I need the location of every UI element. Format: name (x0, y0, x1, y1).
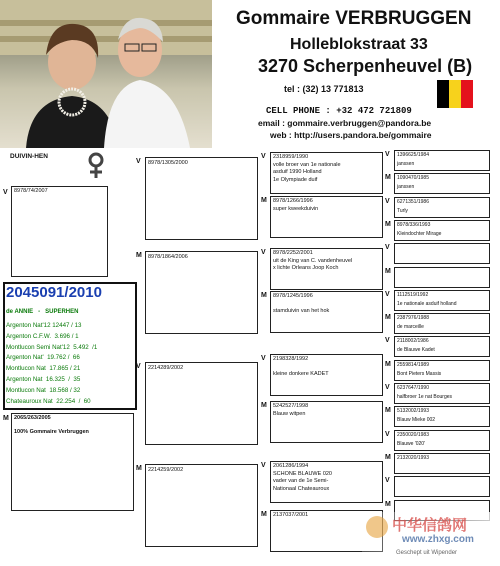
gen4-box-11 (394, 383, 490, 404)
gen4-box-4 (394, 220, 490, 241)
gen3-line: volle broer van 1e nationale (273, 161, 341, 168)
owner-web[interactable]: web : http://users.pandora.be/gommaire (270, 130, 432, 140)
gen4-box-14-marker: M (385, 454, 391, 461)
subject-parents: de ANNIE - SUPERHEN (6, 309, 79, 315)
gen4-box-8-marker: M (385, 314, 391, 321)
gen4-line: Turly (397, 208, 408, 214)
gen4-box-8 (394, 313, 490, 334)
gen4-box-9 (394, 336, 490, 357)
result-item: Argenton Nat 16.325 / 35 (6, 375, 81, 383)
gen3-box-8-marker: M (261, 511, 267, 518)
gen4-line: 6271351/1986 (397, 199, 429, 205)
gen3-line: SCHONE BLAUWE 020 (273, 470, 332, 477)
sire-box (11, 186, 108, 277)
gen4-line: Bont Pieters Massis (397, 371, 442, 377)
gen4-line: 1e nationale asduif holland (397, 301, 457, 307)
gen3-box-1 (270, 152, 383, 194)
watermark-text: 中华信鸽网 (392, 517, 468, 534)
subject-type-label: DUIVIN-HEN (10, 153, 48, 160)
gen4-box-13 (394, 430, 490, 451)
result-item: Montlucon Nat 18.568 / 32 (6, 386, 81, 394)
gen3-box-3 (270, 248, 383, 290)
gen3-line: x lichte Orleans Joop Koch (273, 265, 339, 271)
gen3-line: 5242527/1998 (273, 403, 309, 409)
gen3-box-5 (270, 354, 383, 396)
gen4-line: 1112519/1992 (397, 292, 429, 298)
gen3-line: kleine donkere KADET (273, 371, 329, 377)
subject-box (3, 282, 137, 410)
gen4-box-2-marker: M (385, 174, 391, 181)
gen3-box-4-marker: M (261, 292, 267, 299)
gen4-box-4-marker: M (385, 221, 391, 228)
owner-cell: CELL PHONE : +32 472 721809 (266, 106, 412, 116)
gen4-box-16-marker: M (385, 501, 391, 508)
gen4-box-1-marker: V (385, 151, 390, 158)
gen4-line: 1396625/1984 (397, 152, 429, 158)
gen2-box-2 (145, 251, 258, 334)
gen4-line: halfbroer 1e nat Bourges (397, 394, 453, 400)
gen4-line: 2118002/1986 (397, 338, 429, 344)
gen4-box-3 (394, 197, 490, 218)
owner-name: Gommaire VERBRUGGEN (236, 8, 472, 29)
gen2-box-4 (145, 464, 258, 547)
photo-illustration (0, 0, 212, 148)
gen2-box-1-marker: V (136, 158, 141, 165)
owner-tel: tel : (32) 13 771813 (284, 84, 364, 94)
gen2-ring-2: 8978/1864/2006 (148, 254, 188, 260)
gen2-box-4-marker: M (136, 465, 142, 472)
sire-ring: 8978/74/2007 (14, 188, 48, 194)
dam-ring: 2065/263/2005 (14, 415, 51, 421)
gen3-box-6-marker: M (261, 402, 267, 409)
results-list (6, 321, 97, 407)
gen4-box-3-marker: V (385, 198, 390, 205)
gen4-box-5-marker: V (385, 244, 390, 251)
gen4-line: Kleindochter Mirage (397, 231, 442, 237)
gen4-box-5 (394, 243, 490, 264)
gen2-ring-4: 2214259/2002 (148, 467, 184, 473)
gen4-line: janssen (397, 184, 415, 190)
result-item: Argenton Nat' 19.762 / 66 (6, 354, 80, 362)
female-symbol-icon (86, 152, 106, 185)
gen3-box-2 (270, 196, 383, 238)
owner-email[interactable]: email : gommaire.verbruggen@pandora.be (258, 118, 432, 128)
gen4-box-12-marker: M (385, 407, 391, 414)
owner-street: Holleblokstraat 33 (290, 36, 428, 53)
gen3-line: Nationaal Chateauroux (273, 485, 330, 492)
gen3-line: uit de King van C. vandenheuvel (273, 257, 353, 264)
gen3-box-5-marker: V (261, 355, 266, 362)
gen4-line: de marceille (397, 324, 424, 330)
gen3-box-7-marker: V (261, 462, 266, 469)
watermark-caption: Geschept uit Wipender (396, 550, 458, 556)
gen3-line: 1e Olympiade duif (273, 176, 318, 183)
gen4-box-13-marker: V (385, 431, 390, 438)
subject-ring: 2045091/2010 (6, 284, 102, 301)
gen4-line: janssen (397, 161, 415, 167)
gen2-box-1 (145, 157, 258, 240)
gen3-box-2-marker: M (261, 197, 267, 204)
owner-photo (0, 0, 212, 148)
sire-marker: V (3, 189, 8, 196)
dam-box (11, 413, 134, 511)
gen4-line: Blauwe '020' (397, 441, 426, 447)
gen4-box-12 (394, 406, 490, 427)
gen4-line: 2559814/1989 (397, 362, 429, 368)
gen3-line: 2318959/1990 (273, 154, 309, 160)
gen4-box-10 (394, 360, 490, 381)
gen4-line: 8978/336/1993 (397, 222, 431, 228)
gen2-box-3 (145, 362, 258, 445)
gen3-line: asduif 1990 Holland (273, 169, 322, 175)
belgium-flag-icon (437, 80, 473, 108)
gen4-box-14 (394, 453, 490, 474)
gen4-line: de Blauwe Kadet (397, 347, 435, 353)
gen4-box-7-marker: V (385, 291, 390, 298)
gen3-line: 8978/1245/1996 (273, 293, 313, 299)
gen4-box-2 (394, 173, 490, 194)
gen4-box-10-marker: M (385, 361, 391, 368)
gen3-line: Blauw witpen (273, 410, 306, 417)
gen4-box-11-marker: V (385, 384, 390, 391)
gen2-box-3-marker: V (136, 363, 141, 370)
gen3-box-6 (270, 401, 383, 443)
gen4-box-1 (394, 150, 490, 171)
gen3-line: 2061286/1994 (273, 463, 309, 469)
site-watermark (362, 512, 498, 564)
gen4-line: 1090470/1985 (397, 175, 429, 181)
gen2-ring-3: 2214289/2002 (148, 365, 184, 371)
gen4-line: 6237647/1990 (397, 385, 429, 391)
gen3-box-7 (270, 461, 383, 503)
gen3-box-4 (270, 291, 383, 333)
dam-note: 100% Gommaire Verbruggen (14, 429, 89, 435)
result-item: Argenton C.F.W. 3.696 / 1 (6, 332, 79, 340)
gen4-line: 2387976/1988 (397, 315, 429, 321)
result-item: Montlucon Nat 17.865 / 21 (6, 365, 81, 373)
watermark-url: www.zhxg.com (402, 534, 474, 545)
gen4-box-6-marker: M (385, 268, 391, 275)
gen4-box-9-marker: V (385, 337, 390, 344)
result-item: Montlucon Semi Nat'12 5.492 /1 (6, 343, 98, 351)
watermark-logo-icon (366, 516, 388, 538)
gen3-line: 2198328/1992 (273, 356, 309, 362)
gen3-box-3-marker: V (261, 249, 266, 256)
gen2-ring-1: 8978/1305/2000 (148, 160, 188, 166)
gen4-box-15 (394, 476, 490, 497)
gen3-line: vader van de 1e Semi- (273, 478, 329, 484)
dam-marker: M (3, 415, 9, 422)
result-item: Chateauroux Nat 22.254 / 60 (6, 397, 91, 405)
gen3-line: 2137037/2001 (273, 512, 309, 518)
gen4-line: 5132002/1993 (397, 408, 429, 414)
gen4-box-15-marker: V (385, 477, 390, 484)
gen3-line: 8978/2252/2001 (273, 250, 313, 256)
gen2-box-2-marker: M (136, 252, 142, 259)
gen4-line: 2350020/1983 (397, 432, 429, 438)
gen4-line: 2132020/1993 (397, 455, 429, 461)
gen3-line: super kweekduivin (273, 205, 319, 212)
gen3-line: 8978/1266/1996 (273, 198, 313, 204)
gen3-line: stamduivin van het hok (273, 308, 330, 314)
result-item: Argenton Nat'12 12447 / 13 (6, 322, 82, 329)
gen4-box-7 (394, 290, 490, 311)
gen4-line: Blauw Mieke 002 (397, 417, 436, 423)
gen3-box-1-marker: V (261, 153, 266, 160)
gen4-box-6 (394, 267, 490, 288)
owner-city: 3270 Scherpenheuvel (B) (258, 56, 473, 76)
